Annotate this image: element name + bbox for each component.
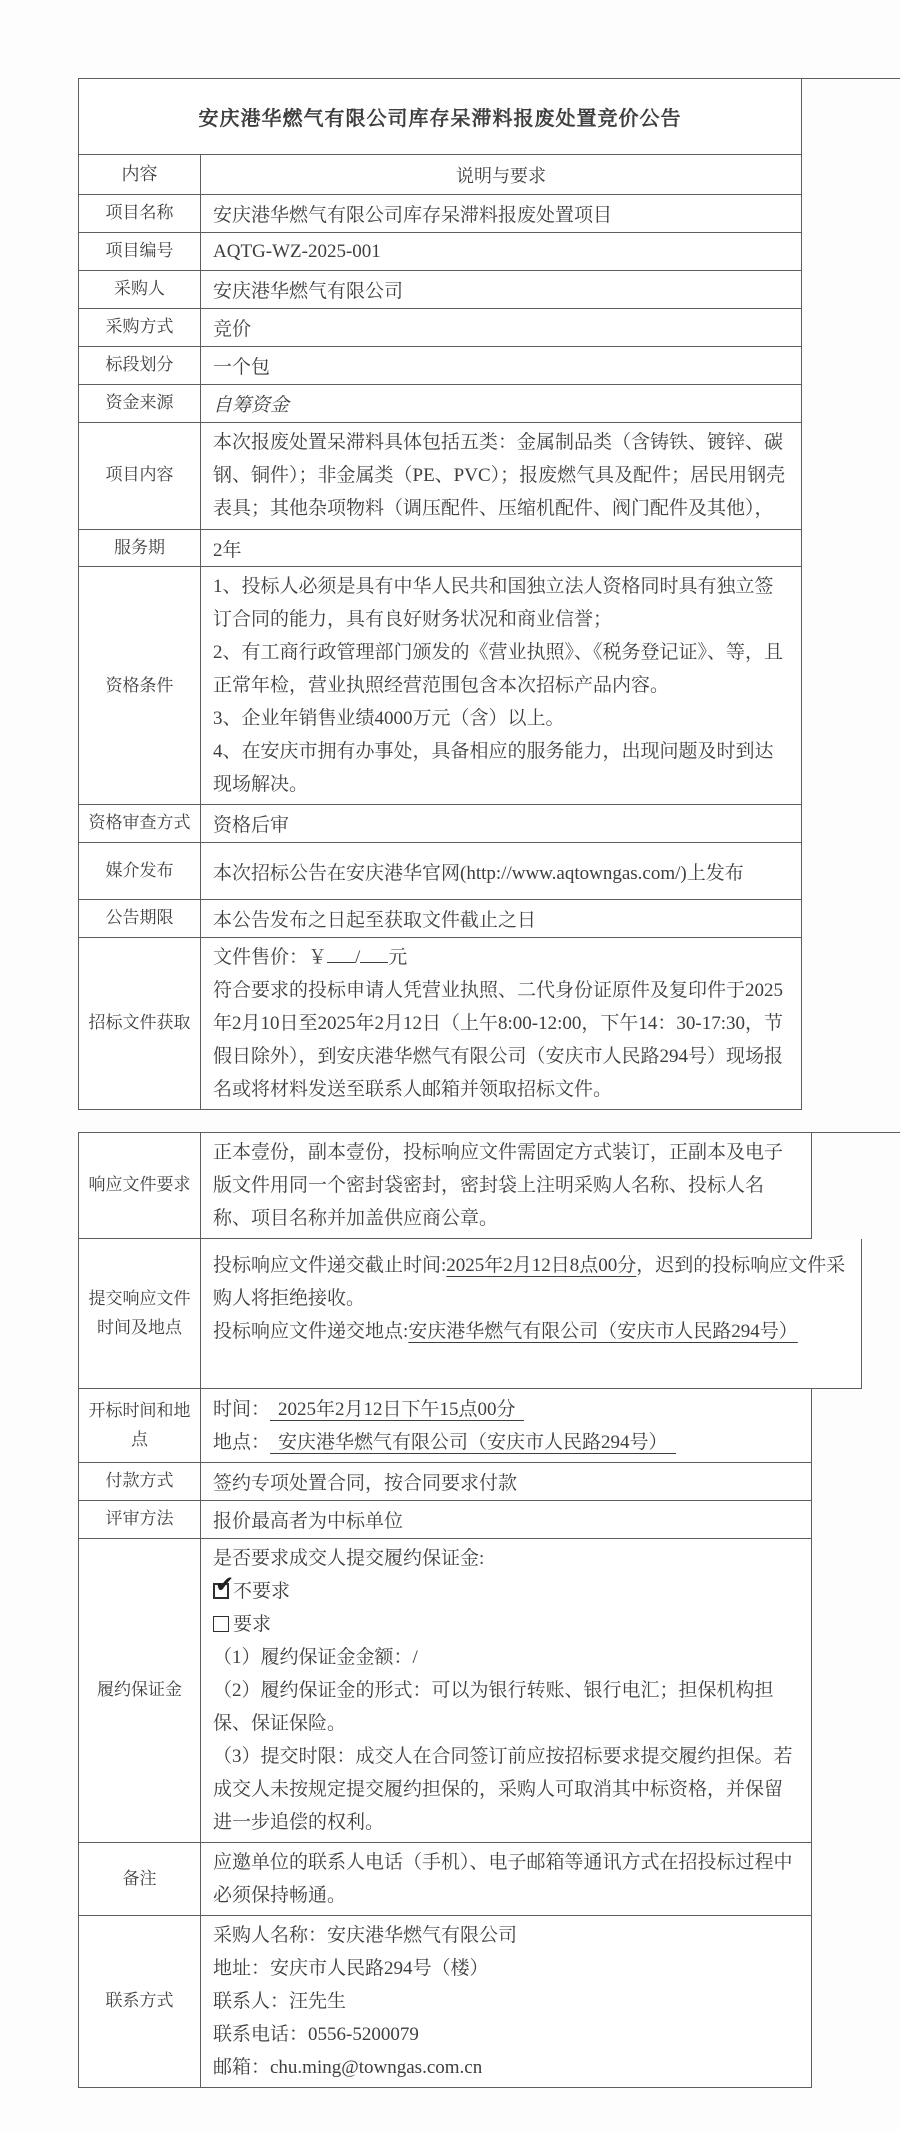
value-service-period: 2年 <box>213 539 242 561</box>
qualification-item: 3、企业年销售业绩4000万元（含）以上。 <box>213 708 565 730</box>
value-remark: 应邀单位的联系人电话（手机）、电子邮箱等通讯方式在招投标过程中必须保持畅通。 <box>213 1852 793 1907</box>
announcement-table-main <box>78 78 900 1110</box>
row-purchaser <box>78 271 802 309</box>
row-project-name <box>78 195 802 233</box>
label-qualification-review: 资格审查方式 <box>79 805 201 842</box>
contact-email: 邮箱：chu.ming@towngas.com.cn <box>213 2057 483 2079</box>
value-sections: 一个包 <box>213 356 271 378</box>
table-header-row <box>78 155 802 195</box>
row-service-period <box>78 530 802 568</box>
row-remark <box>78 1843 812 1916</box>
value-project-name: 安庆港华燃气有限公司库存呆滞料报废处置项目 <box>213 205 613 226</box>
row-sections <box>78 347 802 385</box>
label-purchaser: 采购人 <box>79 271 201 308</box>
table-gap <box>78 1110 900 1132</box>
row-opening <box>78 1389 812 1463</box>
header-desc-col: 说明与要求 <box>456 165 546 186</box>
label-sections: 标段划分 <box>79 347 201 384</box>
label-project-name: 项目名称 <box>79 195 201 232</box>
contact-purchaser: 采购人名称：安庆港华燃气有限公司 <box>213 1925 518 1947</box>
row-announce-period <box>78 900 802 938</box>
row-qualification <box>78 567 802 805</box>
label-funding: 资金来源 <box>79 385 201 422</box>
contact-person: 联系人：汪先生 <box>213 1991 347 2013</box>
row-project-no <box>78 233 802 271</box>
value-announce-period: 本公告发布之日起至获取文件截止之日 <box>213 910 537 932</box>
row-method <box>78 309 802 347</box>
label-project-content: 项目内容 <box>79 423 201 529</box>
label-contact: 联系方式 <box>79 1916 201 2087</box>
price-blank <box>327 944 355 963</box>
row-funding <box>78 385 802 423</box>
guarantee-option-no: ✔ 不要求 <box>215 1572 291 1603</box>
label-media: 媒介发布 <box>79 843 201 899</box>
qualification-item: 2、有工商行政管理部门颁发的《营业执照》、《税务登记证》、等，且正常年检，营业执照经营范围包含本次招标产品内容。 <box>213 642 784 697</box>
row-qualification-review <box>78 805 802 843</box>
submission-place-line: 投标响应文件递交地点:安庆港华燃气有限公司（安庆市人民路294号） <box>213 1321 798 1343</box>
submission-deadline: 2025年2月12日8点00分 <box>446 1255 637 1277</box>
label-announce-period: 公告期限 <box>79 900 201 937</box>
doc-acquisition-detail: 符合要求的投标申请人凭营业执照、二代身份证原件及复印件于2025年2月10日至2025年2月12日（上午8:00-12:00，下午14：30-17:30，节假日除外），到安庆港华燃气有限公司（安庆市人民路294号）现场报名或将材料发送至联系人邮箱并领取招标文件。 <box>213 980 784 1101</box>
label-submission: 提交响应文件时间及地点 <box>79 1239 201 1388</box>
guarantee-item: （3）提交时限：成交人在合同签订前应按招标要求提交履约担保。若成交人未按规定提交履约担保的，采购人可取消其中标资格，并保留进一步追偿的权利。 <box>213 1746 793 1834</box>
label-opening: 开标时间和地点 <box>79 1389 201 1462</box>
doc-price-line: 文件售价：￥ / 元 <box>213 941 789 974</box>
opening-time-line: 时间： 2025年2月12日下午15点00分 <box>213 1393 799 1426</box>
value-qualification-review: 资格后审 <box>213 815 290 837</box>
document-title: 安庆港华燃气有限公司库存呆滞料报废处置竞价公告 <box>198 108 682 130</box>
qualification-item: 1、投标人必须是具有中华人民共和国独立法人资格同时具有独立签订合同的能力，具有良好财务状况和商业信誉； <box>213 576 774 631</box>
row-submission <box>78 1239 862 1389</box>
guarantee-option-yes: 要求 <box>213 1608 799 1641</box>
row-project-content <box>78 423 802 530</box>
label-response-requirement: 响应文件要求 <box>79 1133 201 1238</box>
label-evaluation: 评审方法 <box>79 1501 201 1538</box>
opening-place: 安庆港华燃气有限公司（安庆市人民路294号） <box>270 1432 676 1454</box>
label-qualification: 资格条件 <box>79 567 201 804</box>
label-doc-acquisition: 招标文件获取 <box>79 938 201 1109</box>
announcement-table-response <box>78 1132 900 2088</box>
value-response-requirement: 正本壹份，副本壹份，投标响应文件需固定方式装订，正副本及电子版文件用同一个密封袋密封，密封袋上注明采购人名称、投标人名称、项目名称并加盖供应商公章。 <box>213 1142 784 1230</box>
guarantee-item: （2）履约保证金的形式：可以为银行转账、银行电汇；担保机构担保、保证保险。 <box>213 1680 774 1735</box>
row-evaluation <box>78 1501 812 1539</box>
value-project-no: AQTG-WZ-2025-001 <box>213 240 381 262</box>
contact-phone: 联系电话：0556-5200079 <box>213 2024 419 2046</box>
row-contact <box>78 1916 812 2088</box>
checkbox-checked-icon: ✔ <box>215 1572 235 1599</box>
opening-time: 2025年2月12日下午15点00分 <box>270 1399 524 1421</box>
guarantee-item: （1）履约保证金金额：/ <box>213 1647 418 1669</box>
label-guarantee: 履约保证金 <box>79 1539 201 1842</box>
value-funding: 自筹资金 <box>213 394 290 416</box>
value-evaluation: 报价最高者为中标单位 <box>213 1511 404 1533</box>
label-project-no: 项目编号 <box>79 233 201 270</box>
value-purchaser: 安庆港华燃气有限公司 <box>213 280 404 302</box>
row-media <box>78 843 802 900</box>
document-title-row <box>78 79 802 155</box>
row-payment <box>78 1463 812 1501</box>
submission-place: 安庆港华燃气有限公司（安庆市人民路294号） <box>408 1321 798 1343</box>
checkbox-unchecked-icon <box>213 1616 229 1632</box>
submission-deadline-line: 投标响应文件递交截止时间:2025年2月12日8点00分，迟到的投标响应文件采购人将拒绝接收。 <box>213 1255 846 1310</box>
price-blank <box>360 944 388 963</box>
qualification-item: 4、在安庆市拥有办事处，具备相应的服务能力，出现问题及时到达现场解决。 <box>213 741 774 796</box>
opening-place-line: 地点： 安庆港华燃气有限公司（安庆市人民路294号） <box>213 1426 799 1459</box>
value-method: 竞价 <box>213 318 252 340</box>
row-guarantee <box>78 1539 812 1843</box>
label-service-period: 服务期 <box>79 530 201 567</box>
label-method: 采购方式 <box>79 309 201 346</box>
contact-address: 地址：安庆市人民路294号（楼） <box>213 1958 489 1980</box>
guarantee-intro: 是否要求成交人提交履约保证金: <box>213 1548 485 1570</box>
value-payment: 签约专项处置合同，按合同要求付款 <box>213 1473 518 1495</box>
label-remark: 备注 <box>79 1843 201 1915</box>
label-payment: 付款方式 <box>79 1463 201 1500</box>
row-doc-acquisition <box>78 938 802 1110</box>
header-content-col: 内容 <box>79 155 201 194</box>
value-project-content: 本次报废处置呆滞料具体包括五类：金属制品类（含铸铁、镀锌、碳钢、铜件）；非金属类（PE、PVC）；报废燃气具及配件；居民用钢壳表具；其他杂项物料（调压配件、压缩机配件、阀门配件及其他）， <box>213 432 786 520</box>
value-media: 本次招标公告在安庆港华官网(http://www.aqtowngas.com/)上发布 <box>213 862 744 884</box>
row-response-requirement <box>78 1133 812 1239</box>
